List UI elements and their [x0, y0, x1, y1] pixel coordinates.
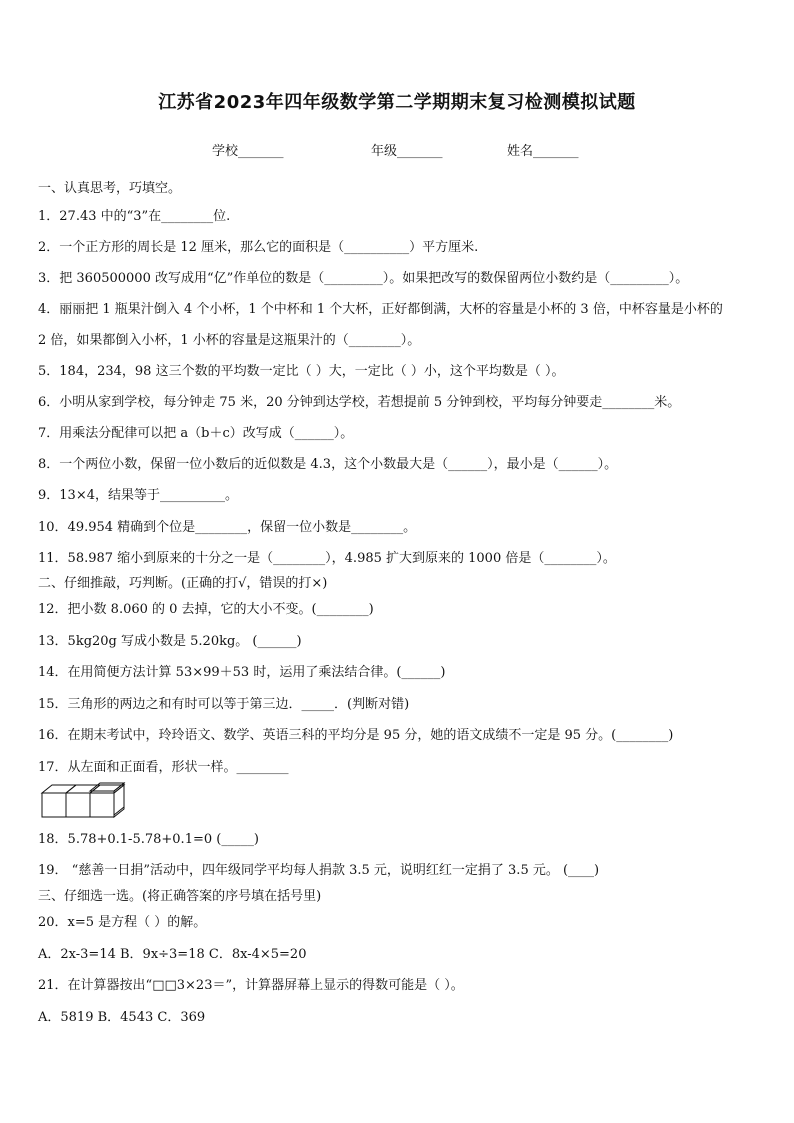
- question-14: 14．在用简便方法计算 53×99＋53 时，运用了乘法结合律。(______): [38, 665, 446, 680]
- section-heading-2: 二、仔细推敲，巧判断。(正确的打√，错误的打×): [38, 576, 328, 591]
- question-21-options: A．5819 B．4543 C．369: [38, 1010, 206, 1025]
- question-4-line-2: 2 倍，如果都倒入小杯，1 小杯的容量是这瓶果汁的（________）。: [38, 333, 421, 348]
- page-title: 江苏省2023年四年级数学第二学期期末复习检测模拟试题: [158, 92, 636, 113]
- question-13: 13．5kg20g 写成小数是 5.20kg。 (______): [38, 634, 302, 649]
- section-heading-1: 一、认真思考，巧填空。: [38, 181, 182, 196]
- question-7: 7．用乘法分配律可以把 a（b＋c）改写成（______）。: [38, 426, 354, 441]
- section-heading-3: 三、仔细选一选。(将正确答案的序号填在括号里): [38, 889, 322, 904]
- question-17: 17．从左面和正面看，形状一样。________: [38, 760, 289, 775]
- question-20-options: A．2x-3=14 B．9x÷3=18 C．8x-4×5=20: [38, 947, 307, 962]
- question-8: 8．一个两位小数，保留一位小数后的近似数是 4.3，这个小数最大是（______），最小是（______）。: [38, 457, 618, 472]
- question-20: 20．x=5 是方程（ ）的解。: [38, 915, 207, 930]
- question-6: 6．小明从家到学校，每分钟走 75 米，20 分钟到达学校，若想提前 5 分钟到校，平均每分钟要走________米。: [38, 395, 681, 410]
- question-21: 21．在计算器按出“□□3×23＝”，计算器屏幕上显示的得数可能是（ ）。: [38, 978, 464, 993]
- grade-field: 年级_______: [371, 144, 443, 159]
- question-2: 2．一个正方形的周长是 12 厘米，那么它的面积是（__________）平方厘米.: [38, 240, 479, 255]
- question-19: 19． “慈善一日捐”活动中，四年级同学平均每人捐款 3.5 元，说明红红一定捐了 3.5 元。 (____): [38, 863, 600, 878]
- cube-figure: [40, 781, 128, 821]
- question-16: 16．在期末考试中，玲玲语文、数学、英语三科的平均分是 95 分，她的语文成绩不一定是 95 分。(________): [38, 728, 674, 743]
- name-field: 姓名_______: [507, 144, 579, 159]
- question-11: 11．58.987 缩小到原来的十分之一是（________），4.985 扩大到原来的 1000 倍是（________）。: [38, 551, 616, 566]
- question-1: 1．27.43 中的“3”在________位.: [38, 209, 231, 224]
- question-4-line-1: 4．丽丽把 1 瓶果汁倒入 4 个小杯，1 个中杯和 1 个大杯，正好都倒满，大杯的容量是小杯的 3 倍，中杯容量是小杯的: [38, 302, 723, 317]
- question-12: 12．把小数 8.060 的 0 去掉，它的大小不变。(________): [38, 602, 374, 617]
- question-10: 10．49.954 精确到个位是________，保留一位小数是________。: [38, 520, 417, 535]
- question-3: 3．把 360500000 改写成用“亿”作单位的数是（_________）。如果把改写的数保留两位小数约是（_________）。: [38, 271, 689, 286]
- question-5: 5．184，234，98 这三个数的平均数一定比（ ）大，一定比（ ）小，这个平均数是（ ）。: [38, 364, 565, 379]
- question-15: 15．三角形的两边之和有时可以等于第三边．_____．(判断对错): [38, 697, 410, 712]
- question-18: 18．5.78+0.1-5.78+0.1=0 (_____): [38, 832, 259, 847]
- question-9: 9．13×4，结果等于__________。: [38, 488, 238, 503]
- school-field: 学校_______: [212, 144, 284, 159]
